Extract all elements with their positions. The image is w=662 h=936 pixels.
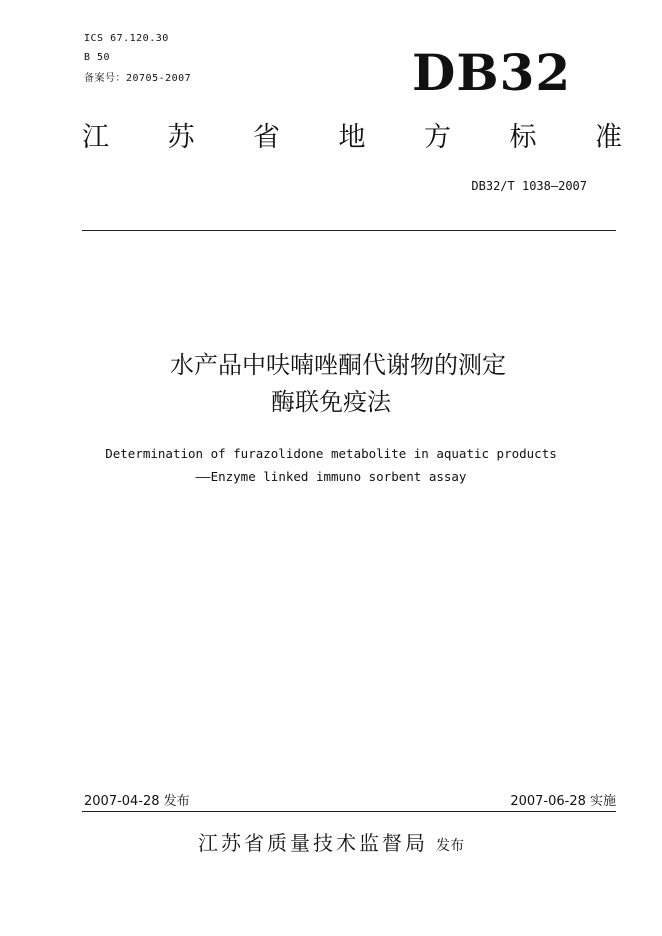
standard-type-char: 江 <box>82 122 109 153</box>
standard-type-char: 方 <box>424 122 451 153</box>
title-chinese-line1 <box>0 348 662 382</box>
standard-number: DB32/T 1038—2007 <box>471 179 587 193</box>
title-chinese-line2: 酶联免疫法 <box>271 388 391 416</box>
standard-type-char: 苏 <box>167 122 195 153</box>
standard-type-heading <box>82 118 622 158</box>
standard-type-char: 地 <box>338 122 366 153</box>
ics-code: ICS 67.120.30 <box>84 33 169 44</box>
publisher-name: 江苏省质量技术监督局 <box>198 831 428 855</box>
implementation-date: 2007-06-28 实施 <box>510 794 616 809</box>
top-divider <box>82 230 616 231</box>
title-chinese-text: 水产品中呋喃唑酮代谢物的测定 <box>170 351 506 379</box>
standard-type-char: 准 <box>595 122 622 153</box>
issue-date: 2007-04-28 发布 <box>84 794 190 809</box>
publish-label: 发布 <box>436 838 464 854</box>
bottom-divider <box>82 811 616 812</box>
registration-number: 备案号：20705-2007 <box>84 73 192 84</box>
publisher-line <box>0 828 662 861</box>
title-english-line1: Determination of furazolidone metabolite in aquatic products <box>105 446 557 461</box>
db32-logo: DB32 <box>412 43 572 102</box>
classification-code: B 50 <box>84 52 111 63</box>
standard-type-char: 标 <box>509 122 537 153</box>
standard-type-char: 省 <box>253 122 280 153</box>
title-english-line2: ——Enzyme linked immuno sorbent assay <box>195 469 467 484</box>
